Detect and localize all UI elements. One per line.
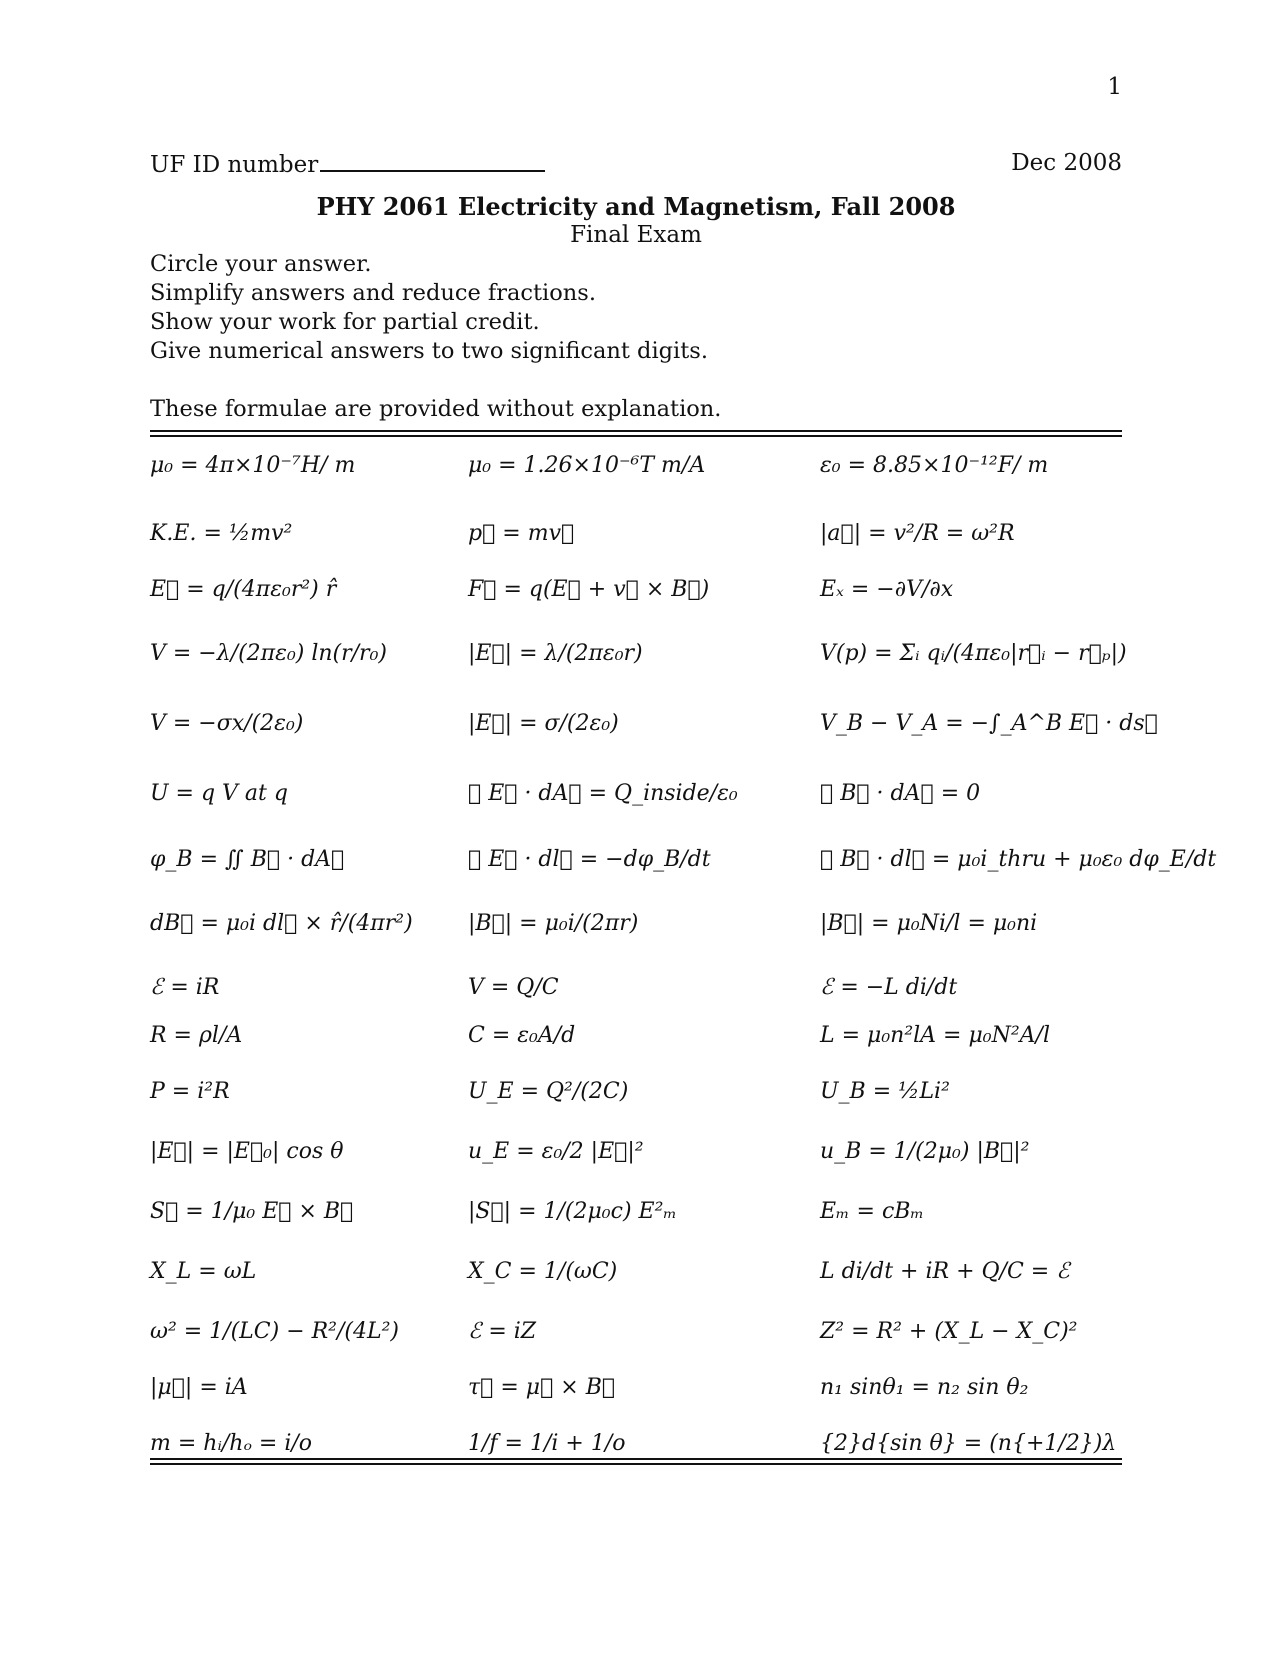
formula-r10-c3: L = μ₀n²lA = μ₀N²A/l	[820, 1023, 1051, 1048]
formula-r4-c1: V = −λ/(2πε₀) ln(r/r₀)	[150, 641, 387, 666]
formula-r17-c3: {2}d{sin θ} = (n{+1/2})λ	[820, 1431, 1117, 1456]
exam-subtitle: Final Exam	[570, 222, 702, 248]
formula-r13-c3: Eₘ = cBₘ	[820, 1199, 924, 1224]
formula-r17-c2: 1/f = 1/i + 1/o	[468, 1431, 626, 1456]
formula-r2-c1: K.E. = ½mv²	[150, 521, 293, 546]
formula-r7-c3: ∮ B⃗ · dl⃗ = μ₀i_thru + μ₀ε₀ dφ_E/dt	[820, 847, 1217, 872]
formula-r1-c3: ε₀ = 8.85×10⁻¹²F/ m	[820, 453, 1049, 478]
divider-line	[150, 1458, 1122, 1460]
formula-r4-c2: |E⃗| = λ/(2πε₀r)	[468, 641, 643, 666]
formula-r9-c1: ℰ = iR	[150, 975, 220, 1000]
formula-r1-c1: μ₀ = 4π×10⁻⁷H/ m	[150, 453, 356, 478]
formula-r5-c2: |E⃗| = σ/(2ε₀)	[468, 711, 619, 736]
formula-r15-c3: Z² = R² + (X_L − X_C)²	[820, 1319, 1078, 1344]
formula-r11-c2: U_E = Q²/(2C)	[468, 1079, 629, 1104]
divider-line	[150, 430, 1122, 432]
divider-line	[150, 1463, 1122, 1465]
instruction-line: Show your work for partial credit.	[150, 309, 540, 335]
formula-r3-c3: Eₓ = −∂V/∂x	[820, 577, 954, 602]
formula-r14-c3: L di/dt + iR + Q/C = ℰ	[820, 1259, 1070, 1284]
instruction-line: Give numerical answers to two significant digits.	[150, 338, 708, 364]
divider-line	[150, 435, 1122, 437]
formula-r7-c1: φ_B = ∬ B⃗ · dA⃗	[150, 847, 345, 872]
formula-r8-c3: |B⃗| = μ₀Ni/l = μ₀ni	[820, 911, 1038, 936]
formula-r2-c3: |a⃗| = v²/R = ω²R	[820, 521, 1015, 546]
formula-r17-c1: m = hᵢ/hₒ = i/o	[150, 1431, 313, 1456]
formula-r3-c1: E⃗ = q/(4πε₀r²) r̂	[150, 577, 337, 602]
page-number: 1	[1107, 74, 1122, 100]
formula-r6-c2: ∯ E⃗ · dA⃗ = Q_inside/ε₀	[468, 781, 738, 806]
id-number-blank[interactable]	[320, 150, 545, 172]
instructions	[150, 250, 708, 366]
formula-intro: These formulae are provided without explanation.	[150, 396, 722, 422]
formula-r10-c2: C = ε₀A/d	[468, 1023, 576, 1048]
formula-r13-c1: S⃗ = 1/μ₀ E⃗ × B⃗	[150, 1199, 354, 1224]
formula-r6-c1: U = q V at q	[150, 781, 288, 806]
exam-date: Dec 2008	[1011, 150, 1122, 176]
formula-r4-c3: V(p) = Σᵢ qᵢ/(4πε₀|r⃗ᵢ − r⃗ₚ|)	[820, 641, 1127, 666]
formula-r3-c2: F⃗ = q(E⃗ + v⃗ × B⃗)	[468, 577, 710, 602]
formula-r15-c2: ℰ = iZ	[468, 1319, 537, 1344]
formula-r13-c2: |S⃗| = 1/(2μ₀c) E²ₘ	[468, 1199, 677, 1224]
formula-r16-c3: n₁ sinθ₁ = n₂ sin θ₂	[820, 1375, 1029, 1400]
id-number-field	[150, 150, 545, 178]
formula-r11-c3: U_B = ½Li²	[820, 1079, 950, 1104]
formula-r15-c1: ω² = 1/(LC) − R²/(4L²)	[150, 1319, 400, 1344]
instruction-line: Circle your answer.	[150, 251, 372, 277]
formula-r9-c2: V = Q/C	[468, 975, 559, 1000]
formula-r5-c3: V_B − V_A = −∫_A^B E⃗ · ds⃗	[820, 711, 1158, 736]
formula-r16-c2: τ⃗ = μ⃗ × B⃗	[468, 1375, 616, 1400]
formula-r8-c2: |B⃗| = μ₀i/(2πr)	[468, 911, 639, 936]
formula-r11-c1: P = i²R	[150, 1079, 230, 1104]
formula-r14-c2: X_C = 1/(ωC)	[468, 1259, 618, 1284]
formula-r1-c2: μ₀ = 1.26×10⁻⁶T m/A	[468, 453, 706, 478]
exam-title: PHY 2061 Electricity and Magnetism, Fall 2008	[316, 192, 956, 221]
formula-r12-c3: u_B = 1/(2μ₀) |B⃗|²	[820, 1139, 1030, 1164]
instruction-line: Simplify answers and reduce fractions.	[150, 280, 596, 306]
formula-r5-c1: V = −σx/(2ε₀)	[150, 711, 304, 736]
formula-r10-c1: R = ρl/A	[150, 1023, 243, 1048]
formula-sheet	[150, 444, 1217, 1466]
formula-r12-c1: |E⃗| = |E⃗₀| cos θ	[150, 1139, 344, 1164]
formula-r9-c3: ℰ = −L di/dt	[820, 975, 958, 1000]
formula-r2-c2: p⃗ = mv⃗	[468, 521, 575, 546]
formula-r8-c1: dB⃗ = μ₀i dl⃗ × r̂/(4πr²)	[150, 911, 413, 936]
formula-r6-c3: ∯ B⃗ · dA⃗ = 0	[820, 781, 981, 806]
id-number-label: UF ID number	[150, 152, 319, 178]
formula-r7-c2: ∮ E⃗ · dl⃗ = −dφ_B/dt	[468, 847, 711, 872]
formula-r14-c1: X_L = ωL	[150, 1259, 257, 1284]
formula-r16-c1: |μ⃗| = iA	[150, 1375, 248, 1400]
formula-r12-c2: u_E = ε₀/2 |E⃗|²	[468, 1139, 644, 1164]
